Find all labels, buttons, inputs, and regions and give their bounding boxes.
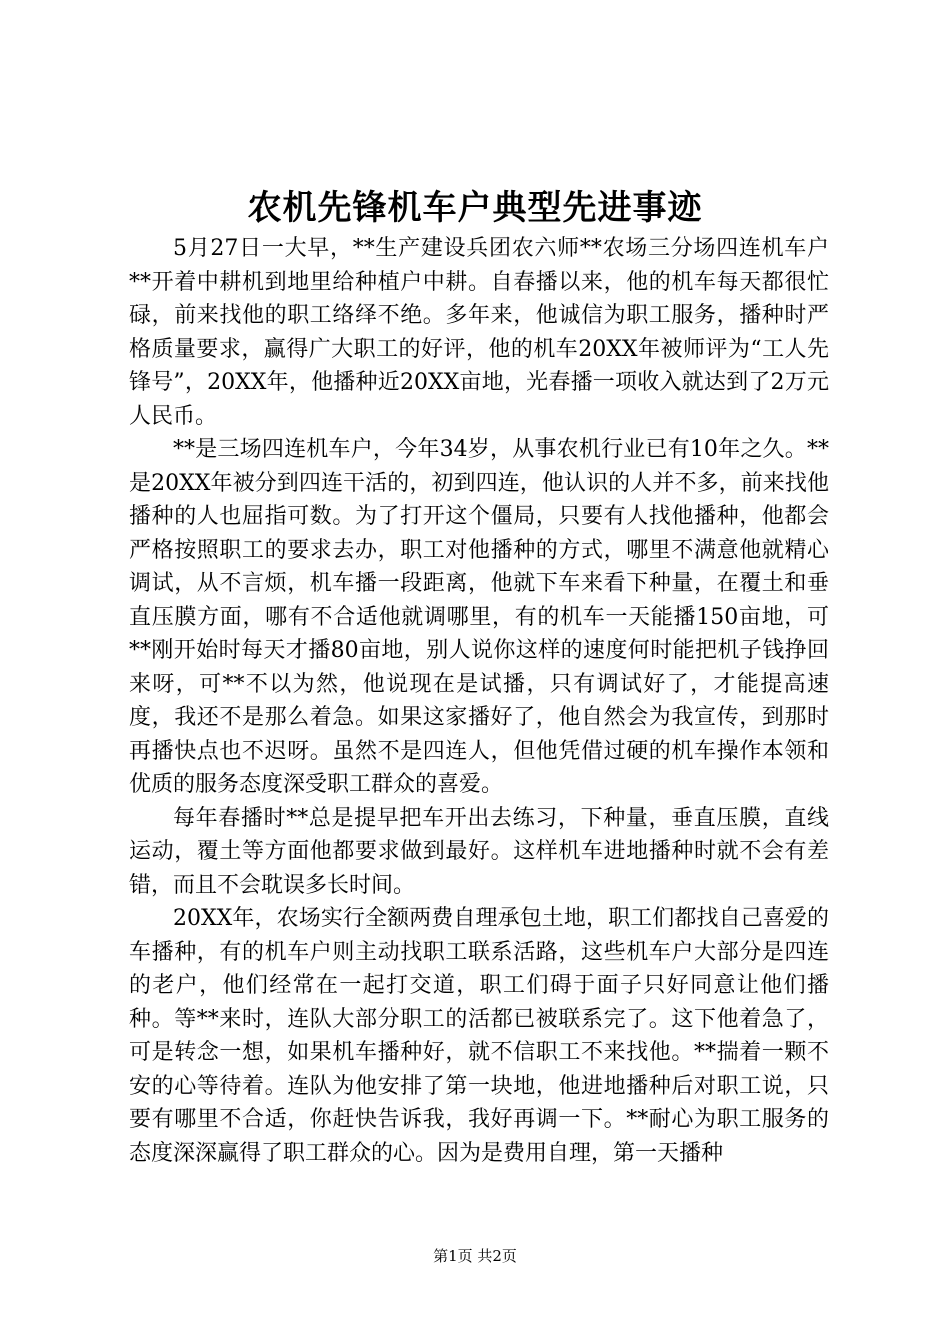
document-title: 农机先锋机车户典型先进事迹 — [247, 188, 703, 228]
paragraph: 每年春播时**总是提早把车开出去练习，下种量，垂直压膜，直线运动，覆土等方面他都要求做到最好。这样机车进地播种时就不会有差错，而且不会耽误多长时间。 — [129, 805, 829, 898]
paragraph: 5月27日一大早，**生产建设兵团农六师**农场三分场四连机车户**开着中耕机到地里给种植户中耕。自春播以来，他的机车每天都很忙碌，前来找他的职工络绎不绝。多年来，他诚信为职工服务，播种时严格质量要求，赢得广大职工的好评，他的机车20XX年被师评为“工人先锋号”，20XX年，他播种近20XX亩地，光春播一项收入就达到了2万元人民币。 — [129, 236, 829, 429]
page-number: 第1页 — [433, 1247, 473, 1265]
page-footer — [0, 1246, 950, 1266]
paragraph: 20XX年，农场实行全额两费自理承包土地，职工们都找自己喜爱的车播种，有的机车户则主动找职工联系活路，这些机车户大部分是四连的老户，他们经常在一起打交道，职工们碍于面子只好同意让他们播种。等**来时，连队大部分职工的活都已被联系完了。这下他着急了，可是转念一想，如果机车播种好，就不信职工不来找他。**揣着一颗不安的心等待着。连队为他安排了第一块地，他进地播种后对职工说，只要有哪里不合适，你赶快告诉我，我好再调一下。**耐心为职工服务的态度深深赢得了职工群众的心。因为是费用自理，第一天播种 — [129, 906, 829, 1166]
page-total: 共2页 — [477, 1247, 517, 1265]
document-body — [129, 232, 829, 1170]
paragraph: **是三场四连机车户，今年34岁，从事农机行业已有10年之久。**是20XX年被分到四连干活的，初到四连，他认识的人并不多，前来找他播种的人也屈指可数。为了打开这个僵局，只要有人找他播种，他都会严格按照职工的要求去办，职工对他播种的方式，哪里不满意他就精心调试，从不言烦，机车播一段距离，他就下车来看下种量，在覆土和垂直压膜方面，哪有不合适他就调哪里，有的机车一天能播150亩地，可**刚开始时每天才播80亩地，别人说你这样的速度何时能把机子钱挣回来呀，可**不以为然，他说现在是试播，只有调试好了，才能提高速度，我还不是那么着急。如果这家播好了，他自然会为我宣传，到那时再播快点也不迟呀。虽然不是四连人，但他凭借过硬的机车操作本领和优质的服务态度深受职工群众的喜爱。 — [129, 437, 829, 797]
